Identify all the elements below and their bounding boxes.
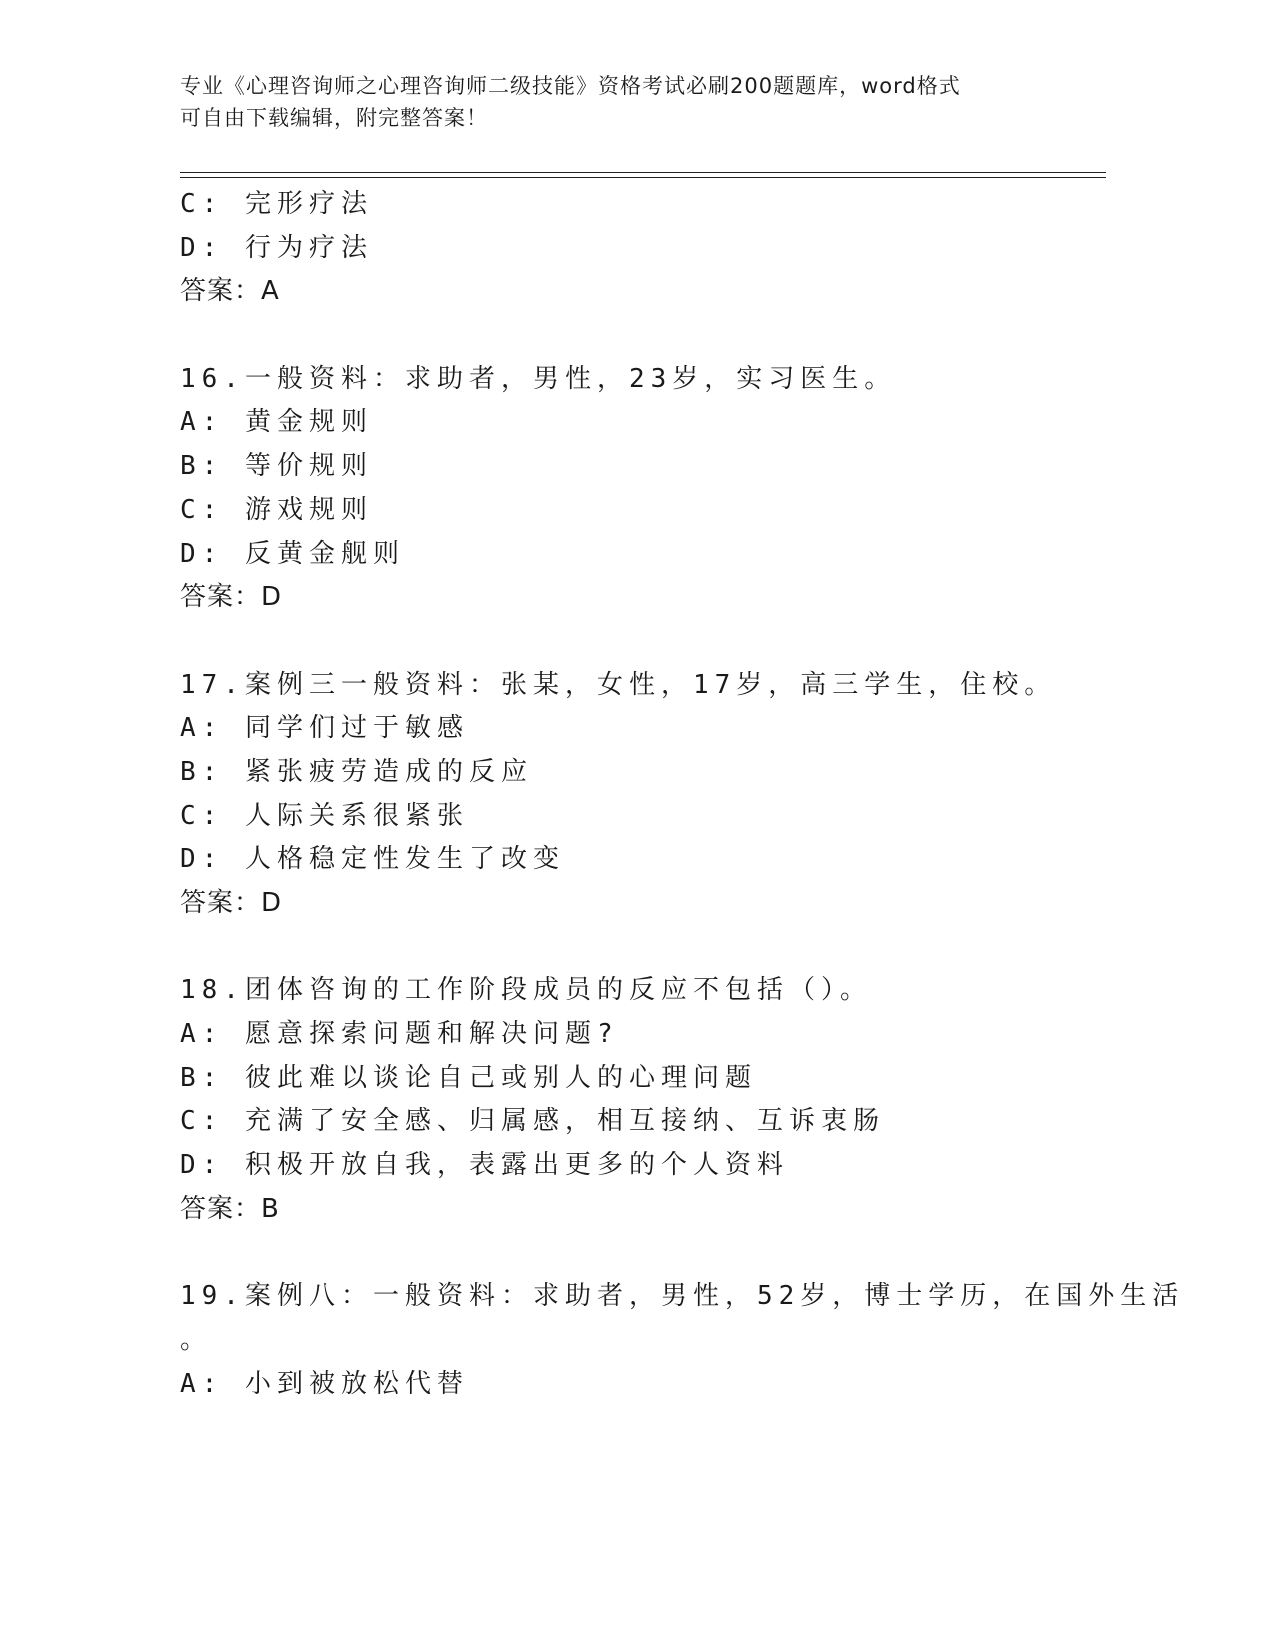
document-header bbox=[180, 70, 1060, 134]
question-stem-17: 17.案例三一般资料：张某，女性，17岁，高三学生，住校。 bbox=[180, 669, 1057, 700]
option-a: A: 同学们过于敏感 bbox=[180, 713, 469, 744]
option-c: C: 充满了安全感、归属感，相互接纳、互诉衷肠 bbox=[180, 1106, 885, 1137]
option-a: A: 黄金规则 bbox=[180, 407, 373, 438]
option-b: B: 彼此难以谈论自己或别人的心理问题 bbox=[180, 1062, 757, 1093]
option-d: D: 人格稳定性发生了改变 bbox=[180, 844, 565, 875]
option-d: D: 积极开放自我，表露出更多的个人资料 bbox=[180, 1150, 789, 1181]
option-b: B: 等价规则 bbox=[180, 451, 373, 482]
option-c: C: 完形疗法 bbox=[180, 189, 373, 219]
header-title-line-2: 可自由下载编辑，附完整答案！ bbox=[180, 106, 488, 130]
question-stem-18: 18.团体咨询的工作阶段成员的反应不包括（）。 bbox=[180, 975, 872, 1006]
answer-line: 答案：D bbox=[180, 582, 283, 613]
question-stem-19-continuation: 。 bbox=[180, 1324, 213, 1355]
header-rule-bottom bbox=[180, 177, 1106, 178]
option-d: D: 行为疗法 bbox=[180, 232, 373, 263]
option-a: A: 小到被放松代替 bbox=[180, 1368, 469, 1399]
option-c: C: 人际关系很紧张 bbox=[180, 800, 469, 831]
option-d: D: 反黄金舰则 bbox=[180, 538, 405, 569]
question-stem-16: 16.一般资料：求助者，男性，23岁，实习医生。 bbox=[180, 363, 897, 394]
answer-line: 答案：A bbox=[180, 276, 280, 307]
option-a: A: 愿意探索问题和解决问题? bbox=[180, 1019, 619, 1050]
spacer bbox=[180, 1232, 1080, 1276]
spacer bbox=[180, 620, 1080, 664]
question-stem-19: 19.案例八：一般资料：求助者，男性，52岁，博士学历，在国外生活 bbox=[180, 1281, 1185, 1312]
header-rule-top bbox=[180, 172, 1106, 173]
option-b: B: 紧张疲劳造成的反应 bbox=[180, 756, 533, 787]
question-list bbox=[180, 183, 1185, 1406]
header-title-line-1: 专业《心理咨询师之心理咨询师二级技能》资格考试必刷200题题库，word格式 bbox=[180, 74, 961, 98]
answer-line: 答案：B bbox=[180, 1193, 280, 1224]
option-c: C: 游戏规则 bbox=[180, 494, 373, 525]
spacer bbox=[180, 314, 1080, 358]
answer-line: 答案：D bbox=[180, 888, 283, 918]
spacer bbox=[180, 926, 1080, 970]
